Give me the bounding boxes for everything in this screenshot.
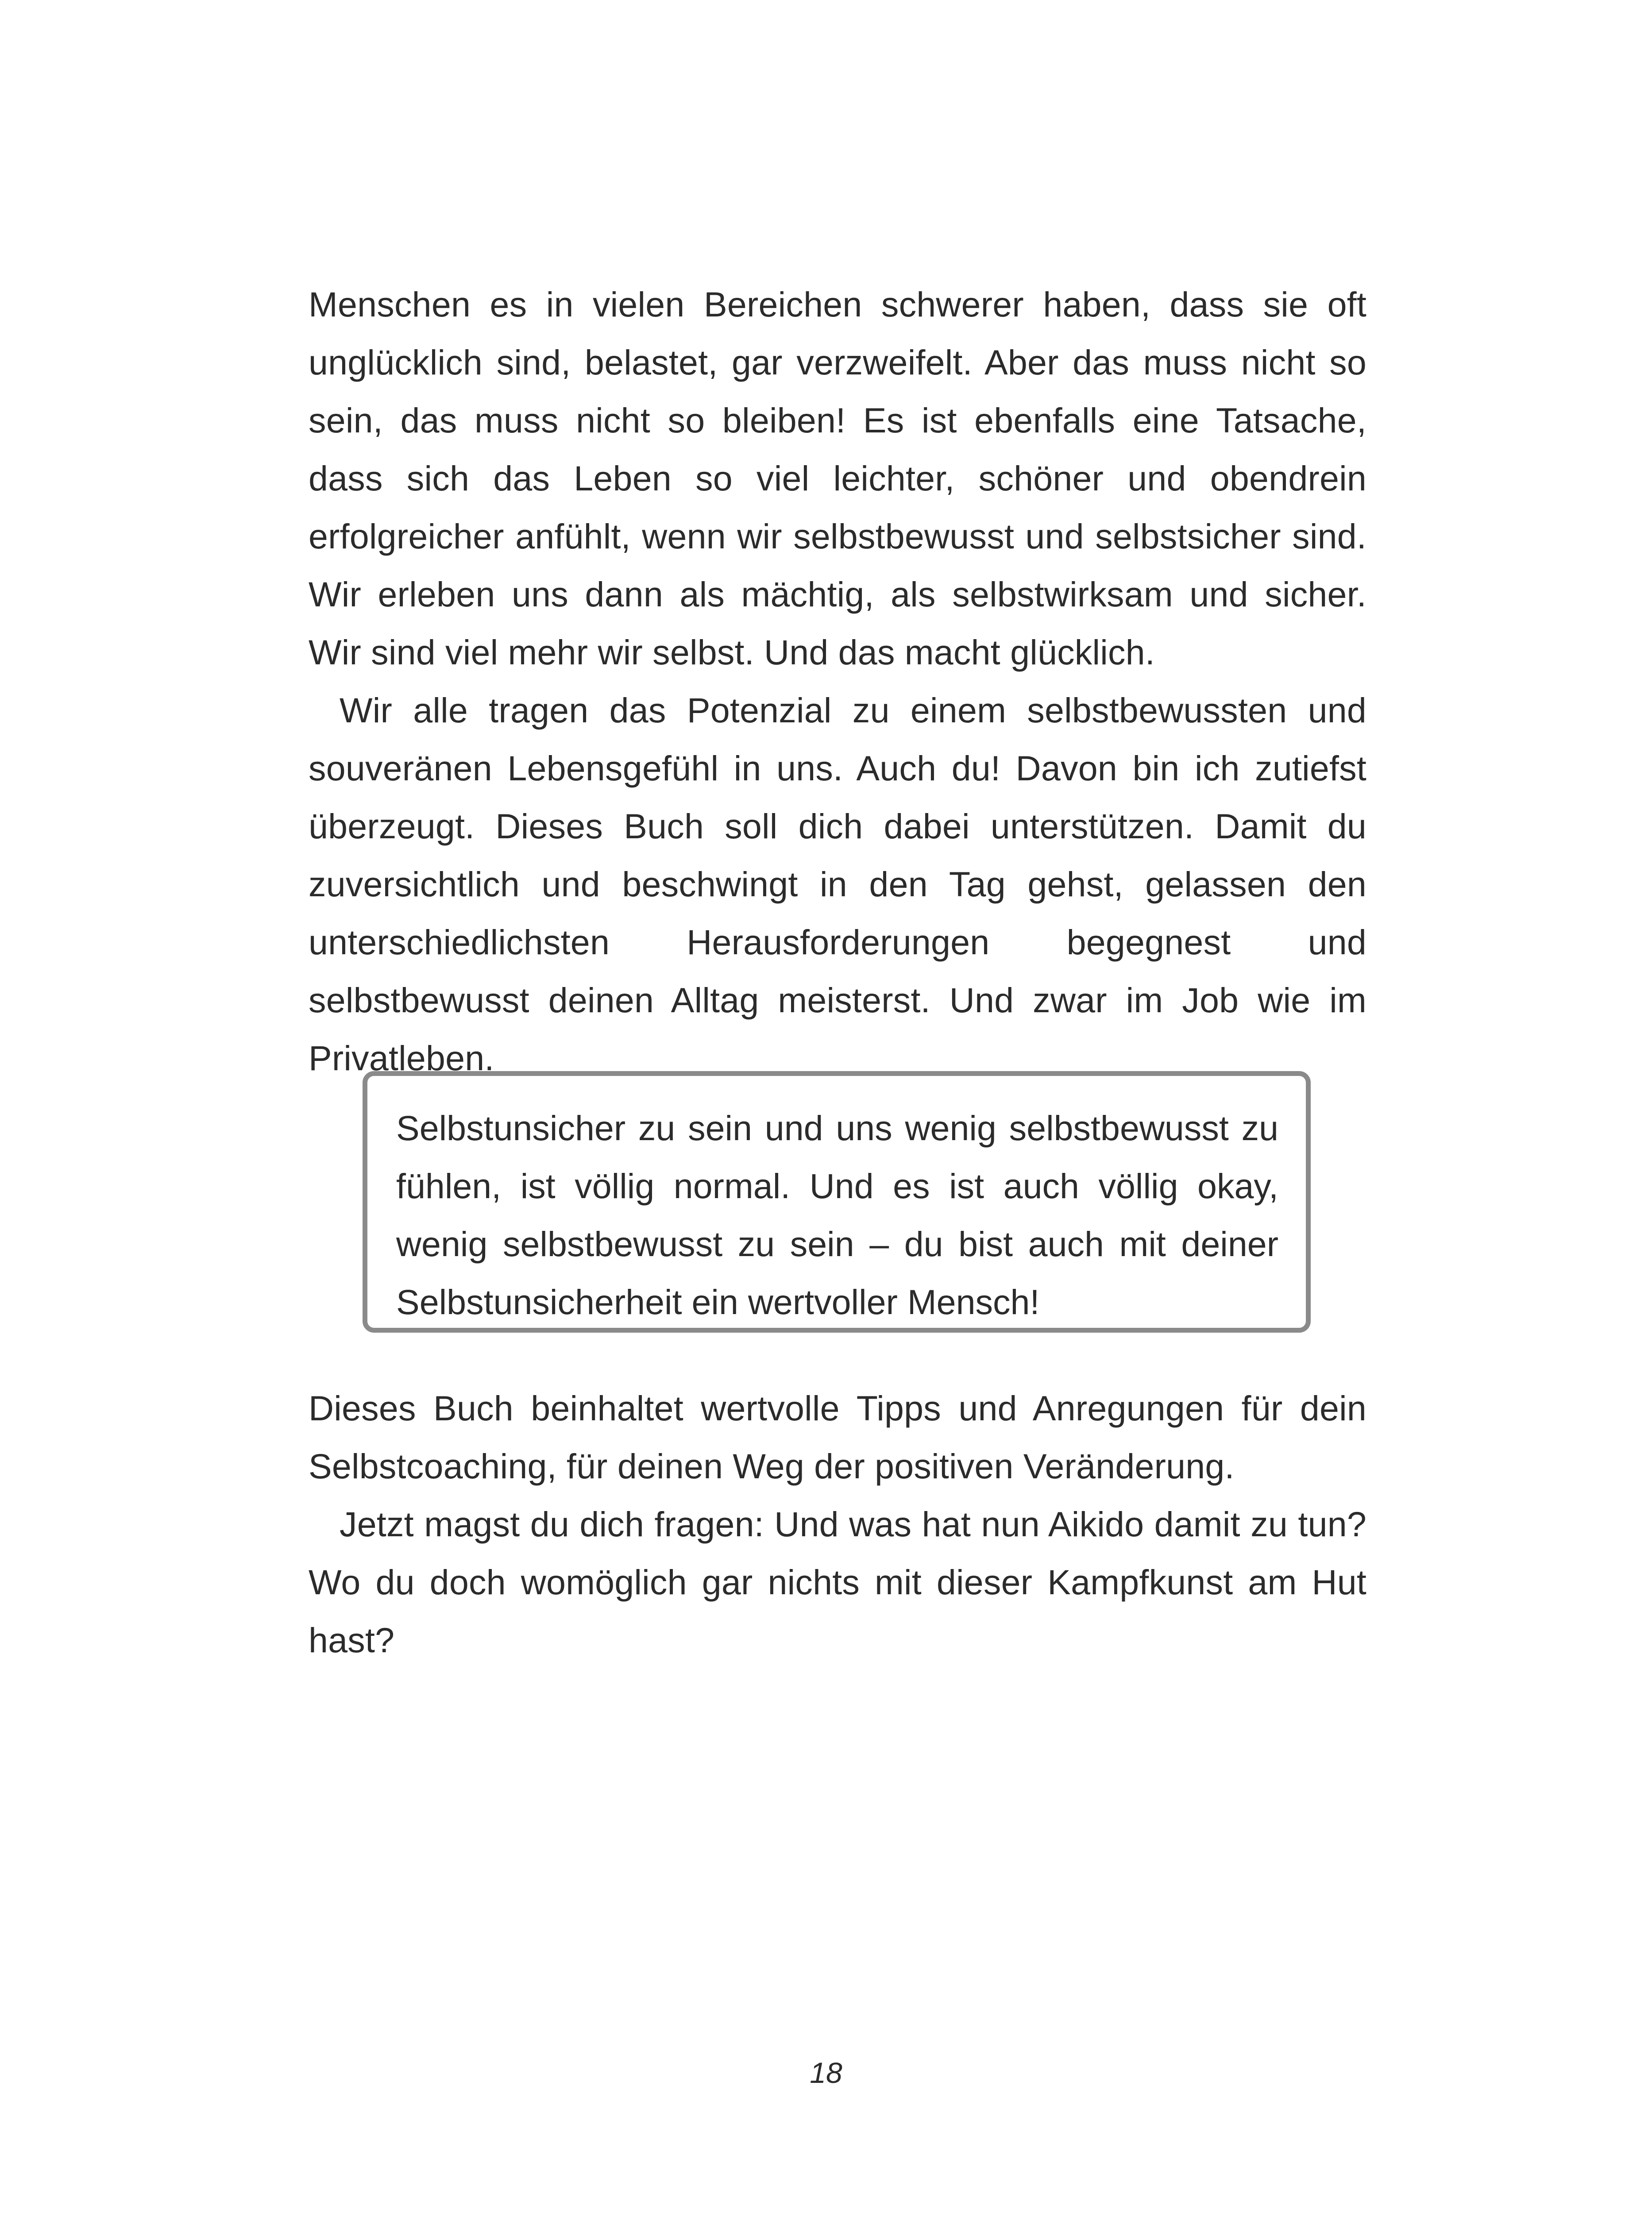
body-text-bottom [309,1379,1366,1669]
paragraph-1: Menschen es in vielen Bereichen schwerer haben, dass sie oft unglücklich sind, belastet, gar verzweifelt. Aber das muss nicht so sein, das muss nicht so bleiben! Es ist ebenfalls eine Tatsache, dass sich das Leben so viel leichter, schöner und obendrein erfolgreicher anfühlt, wenn wir selbstbewusst und selbstsicher sind. Wir erleben uns dann als mächtig, als selbstwirksam und sicher. Wir sind viel mehr wir selbst. Und das macht glücklich. [309,285,1366,672]
page-number: 18 [810,2056,842,2089]
paragraph-2: Wir alle tragen das Potenzial zu einem selbstbewussten und souveränen Lebensgefühl in uns. Auch du! Davon bin ich zutiefst überzeugt. Dieses Buch soll dich dabei unterstützen. Damit du zuversichtlich und beschwingt in den Tag gehst, gelassen den unterschiedlichsten Herausforderungen begegnest und selbstbewusst deinen Alltag meisterst. Und zwar im Job wie im Privatleben. [309,690,1366,1078]
paragraph-3: Dieses Buch beinhaltet wertvolle Tipps und Anregungen für dein Selbstcoaching, für deinen Weg der positiven Veränderung. [309,1388,1366,1486]
callout-box [363,1071,1311,1333]
body-text-top [309,275,1366,1087]
callout-text: Selbstunsicher zu sein und uns wenig selbstbewusst zu fühlen, ist völlig normal. Und es ist auch völlig okay, wenig selbstbewusst zu sein – du bist auch mit deiner Selbstunsicherheit ein wertvoller Mensch! [396,1108,1278,1322]
paragraph-4: Jetzt magst du dich fragen: Und was hat nun Aikido damit zu tun? Wo du doch womöglich gar nichts mit dieser Kampfkunst am Hut hast? [309,1504,1366,1660]
